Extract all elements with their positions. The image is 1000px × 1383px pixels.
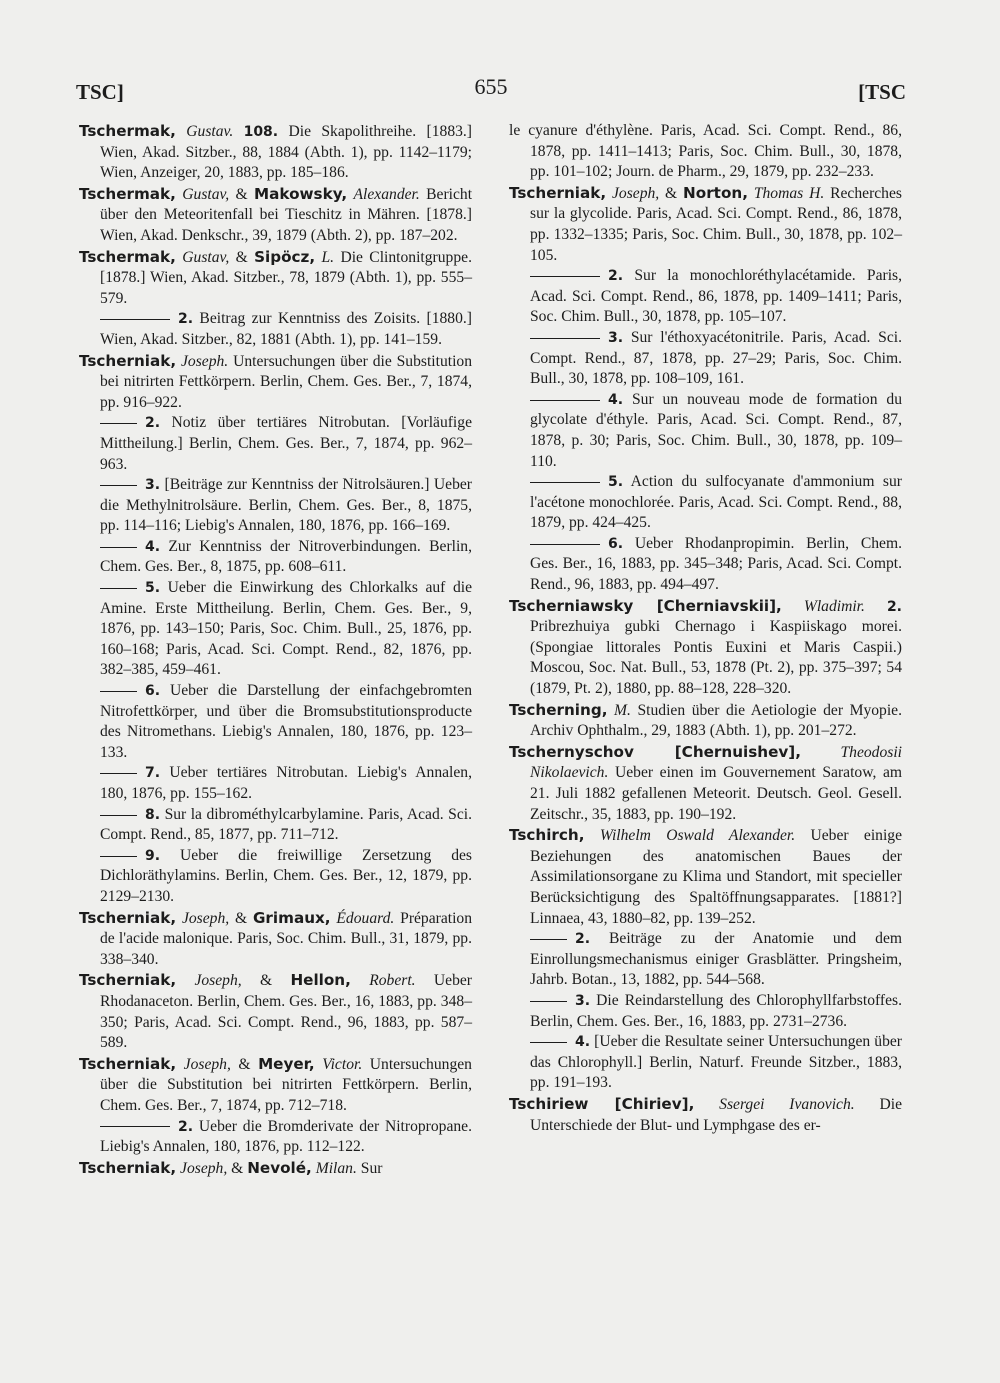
author-name: Tschermak, xyxy=(79,184,176,203)
coauthor-name: Nevolé, xyxy=(247,1158,312,1177)
entry-text: [Ueber die Resultate seiner Untersuchungen über das Chlorophyll.] Berlin, Naturf. Freunde Sitzber., 1883, pp. 191–193. xyxy=(530,1033,902,1092)
right-column xyxy=(509,121,902,1136)
coauthor-connector: & xyxy=(259,972,273,990)
author-name: Tscherning, xyxy=(509,700,608,719)
ditto-dash xyxy=(530,338,600,339)
author-given-name: Wilhelm Oswald Alexander. xyxy=(599,827,796,845)
coauthor-name: Sipöcz, xyxy=(254,247,316,266)
sub-entry xyxy=(509,929,902,991)
ditto-dash xyxy=(100,485,137,486)
entry-text: Ueber einige Beziehungen des anatomischen Baues der Assimilationsorgane zu Klima und Standort, mit specieller Berücksichtigung des Spaltöffnungsapparates. [1881?] Linnaea, 43, 1880–82, pp. 139–252. xyxy=(530,827,903,927)
sub-entry xyxy=(79,413,472,475)
left-column xyxy=(79,121,472,1179)
coauthor-name: Meyer, xyxy=(258,1054,315,1073)
entry-text: Sur un nouveau mode de formation du glycolate d'éthyle. Paris, Acad. Sci. Compt. Rend., 87, 1878, p. 30; Paris, Soc. Chim. Bull., 30, 1878, pp. 109–110. xyxy=(530,390,902,470)
author-entry xyxy=(509,183,902,266)
coauthor-connector: & xyxy=(231,1159,244,1177)
author-entry xyxy=(509,700,902,742)
entry-number: 9. xyxy=(145,847,161,864)
entry-text: Die Unterschiede der Blut- und Lymphgase des er- xyxy=(530,1095,902,1134)
ditto-dash xyxy=(530,1001,567,1002)
coauthor-given-name: L. xyxy=(321,248,335,266)
entry-number: 8. xyxy=(145,806,161,823)
sub-entry xyxy=(509,991,902,1032)
author-name: Tschermak, xyxy=(79,122,176,140)
entry-text: Bericht über den Meteoritenfall bei Tieschitz in Mähren. [1878.] Wien, Akad. Denkschr., 39, 1879 (Abth. 2), pp. 187–202. xyxy=(100,185,473,244)
ditto-dash xyxy=(100,547,137,548)
entry-text: Pribrezhuiya gubki Chernago i Kaspiiskago morei. (Spongiae littorales Pontis Euxini et Maris Caspii.) Moscou, Soc. Nat. Bull., 53, 1878 (Pt. 2), pp. 375–397; 54 (1879, Pt. 2), 1880, pp. 88–128, 228–320. xyxy=(530,618,902,698)
entry-text: Beitrag zur Kenntniss des Zoisits. [1880.] Wien, Akad. Sitzber., 82, 1881 (Abth. 1), pp. 141–159. xyxy=(100,310,472,348)
page-number: 655 xyxy=(474,74,508,99)
entry-text: [Beiträge zur Kenntniss der Nitrolsäuren.] Ueber die Methylnitrolsäure. Berlin, Chem. Ges. Ber., 8, 1875, pp. 114–116; Liebig's Annalen, 180, 1876, pp. 166–169. xyxy=(100,476,472,535)
sub-entry xyxy=(509,1032,902,1094)
ditto-dash xyxy=(530,544,600,545)
author-entry xyxy=(509,825,902,929)
ditto-dash xyxy=(100,588,137,589)
ditto-dash xyxy=(530,1042,567,1043)
entry-text: Notiz über tertiäres Nitrobutan. [Vorläufige Mittheilung.] Berlin, Chem. Ges. Ber., 7, 1874, pp. 962–963. xyxy=(100,414,472,473)
author-name: Tscherniak, xyxy=(509,183,607,202)
entry-number: 2. xyxy=(145,415,161,432)
entry-text: Action du sulfocyanate d'ammonium sur l'acétone monochlorée. Paris, Acad. Sci. Compt. Rend., 88, 1879, pp. 424–425. xyxy=(530,473,902,532)
author-given-name: M. xyxy=(614,701,631,719)
coauthor-given-name: Édouard. xyxy=(336,909,395,927)
author-given-name: Joseph, xyxy=(181,909,230,927)
entry-number: 7. xyxy=(145,765,161,782)
coauthor-name: Hellon, xyxy=(290,971,351,990)
entry-text: Die Clintonitgruppe. [1878.] Wien, Akad. Sitzber., 78, 1879 (Abth. 1), pp. 555–579. xyxy=(100,248,472,307)
sub-entry xyxy=(79,537,472,578)
sub-entry xyxy=(79,309,472,350)
author-name: Tscherniak, xyxy=(79,351,177,370)
entry-number: 2. xyxy=(178,311,194,328)
entry-number: 6. xyxy=(145,683,161,700)
header-right: [TSC xyxy=(858,80,906,104)
author-entry xyxy=(509,596,902,700)
author-given-name: Gustav, xyxy=(182,248,230,266)
entry-text: Sur la monochloréthylacétamide. Paris, Acad. Sci. Compt. Rend., 86, 1878, pp. 1409–1411; Paris, Soc. Chim. Bull., 30, 1878, pp. 105–107. xyxy=(530,267,902,326)
sub-entry xyxy=(79,805,472,846)
coauthor-connector: & xyxy=(238,1055,251,1073)
coauthor-connector: & xyxy=(235,185,248,203)
ditto-dash xyxy=(100,423,137,424)
coauthor-given-name: Alexander. xyxy=(353,185,420,203)
running-header xyxy=(76,74,906,106)
continued-entry xyxy=(509,121,902,183)
coauthor-given-name: Victor. xyxy=(322,1055,363,1073)
entry-text: Die Skapolithreihe. [1883.] Wien, Akad. Sitzber., 88, 1884 (Abth. 1), pp. 1142–1179; Wien, Anzeiger, 20, 1883, pp. 185–186. xyxy=(100,123,473,182)
entry-text: Ueber einen im Gouvernement Saratow, am 21. Juli 1882 gefallenen Meteorit. Deutsch. Geol. Gesell. Zeitschr., 35, 1883, pp. 190–192. xyxy=(530,764,903,823)
coauthor-given-name: Thomas H. xyxy=(753,184,825,202)
entry-text: Zur Kenntniss der Nitroverbindungen. Berlin, Chem. Ges. Ber., 8, 1875, pp. 608–611. xyxy=(100,537,472,576)
header-left: TSC] xyxy=(76,80,124,104)
entry-number: 4. xyxy=(145,538,161,555)
coauthor-name: Grimaux, xyxy=(252,908,331,927)
ditto-dash xyxy=(530,276,600,277)
sub-entry xyxy=(79,763,472,804)
entry-text: Ueber die Darstellung der einfachgebromten Nitrofettkörper, und über die Bromsubstitutionsproducte des Nitromethans. Liebig's Annalen, 180, 1876, pp. 123–133. xyxy=(100,682,472,761)
author-entry xyxy=(79,970,472,1053)
author-given-name: Gustav, xyxy=(182,185,230,203)
ditto-dash xyxy=(100,691,137,692)
entry-number: 3. xyxy=(575,992,591,1009)
entry-number: 6. xyxy=(608,535,624,552)
entry-number: 2. xyxy=(575,931,591,948)
author-entry xyxy=(79,351,472,414)
entry-number: 2. xyxy=(886,598,902,615)
author-entry xyxy=(79,184,472,247)
sub-entry xyxy=(509,266,902,328)
ditto-dash xyxy=(100,815,137,816)
author-entry xyxy=(79,121,472,184)
author-entry xyxy=(79,247,472,310)
entry-text: Die Reindarstellung des Chlorophyllfarbstoffes. Berlin, Chem. Ges. Ber., 16, 1883, pp. 2731–2736. xyxy=(530,991,902,1030)
author-name: Tscherniak, xyxy=(79,908,177,927)
author-entry xyxy=(509,1094,902,1136)
author-name: Tscherniak, xyxy=(79,1158,177,1177)
author-given-name: Theodosii Nikolaevich. xyxy=(530,743,902,782)
author-entry xyxy=(79,1158,472,1180)
author-name: Tschirch, xyxy=(509,826,585,845)
coauthor-given-name: Milan. xyxy=(315,1159,357,1177)
ditto-dash xyxy=(530,482,600,483)
author-entry xyxy=(79,908,472,971)
entry-number: 5. xyxy=(145,580,161,597)
author-entry xyxy=(79,1054,472,1117)
coauthor-connector: & xyxy=(234,909,248,927)
entry-number: 4. xyxy=(608,391,624,408)
author-entry xyxy=(509,742,902,825)
author-given-name: Ssergei Ivanovich. xyxy=(719,1095,855,1113)
entry-text: Sur xyxy=(360,1159,383,1177)
entry-text: Sur l'éthoxyacétonitrile. Paris, Acad. Sci. Compt. Rend., 87, 1878, pp. 27–29; Paris, Soc. Chim. Bull., 30, 1878, pp. 108–109, 161. xyxy=(530,328,902,388)
ditto-dash xyxy=(100,319,170,320)
entry-text: Untersuchungen über die Substitution bei nitrirten Fettkörpern. Berlin, Chem. Ges. Ber., 7, 1874, pp. 916–922. xyxy=(100,352,473,411)
entry-number: 2. xyxy=(178,1118,194,1135)
sub-entry xyxy=(509,328,902,390)
ditto-dash xyxy=(530,939,567,940)
coauthor-name: Makowsky, xyxy=(254,184,348,203)
entry-text: Ueber Rhodanpropimin. Berlin, Chem. Ges. Ber., 16, 1883, pp. 345–348; Paris, Acad. Sci. Compt. Rend., 96, 1883, pp. 494–497. xyxy=(530,534,902,594)
entry-text: Ueber die Bromderivate der Nitropropane. Liebig's Annalen, 180, 1876, pp. 112–122. xyxy=(100,1117,472,1156)
coauthor-connector: & xyxy=(665,184,678,202)
entry-text: Ueber Rhodanaceton. Berlin, Chem. Ges. Ber., 16, 1883, pp. 348–350; Paris, Acad. Sci. Compt. Rend., 96, 1883, pp. 587–589. xyxy=(100,972,472,1052)
author-name: Tschernyschov [Chernuishev], xyxy=(509,742,802,761)
entry-text: Sur la dibrométhylcarbylamine. Paris, Acad. Sci. Compt. Rend., 85, 1877, pp. 711–712. xyxy=(100,805,472,844)
sub-entry xyxy=(79,681,472,763)
author-name: Tschermak, xyxy=(79,247,176,266)
coauthor-name: Norton, xyxy=(683,183,748,202)
entry-text: Beiträge zu der Anatomie und dem Einrollungsmechanismus einiger Grasblätter. Pringsheim, Jahrb. Botan., 13, 1882, pp. 544–568. xyxy=(530,930,902,989)
author-name: Tscherniak, xyxy=(79,971,177,990)
sub-entry xyxy=(509,534,902,596)
ditto-dash xyxy=(100,773,137,774)
sub-entry xyxy=(509,390,902,472)
sub-entry xyxy=(79,846,472,908)
author-given-name: Joseph, xyxy=(180,1159,228,1177)
entry-number: 5. xyxy=(608,474,624,491)
entry-number: 4. xyxy=(575,1034,591,1051)
author-name: Tscherniawsky [Cherniavskii], xyxy=(509,596,782,615)
sub-entry xyxy=(509,472,902,534)
entry-text: Ueber die freiwillige Zersetzung des Dichloräthylamins. Berlin, Chem. Ges. Ber., 12, 1879, pp. 2129–2130. xyxy=(100,846,473,905)
author-given-name: Joseph, xyxy=(183,1055,231,1073)
ditto-dash xyxy=(530,400,600,401)
author-name: Tschiriew [Chiriev], xyxy=(509,1094,695,1113)
entry-text: Ueber tertiäres Nitrobutan. Liebig's Annalen, 180, 1876, pp. 155–162. xyxy=(100,764,472,802)
ditto-dash xyxy=(100,1126,170,1127)
author-given-name: Wladimir. xyxy=(803,597,865,615)
entry-number: 3. xyxy=(608,329,624,346)
entry-text: Préparation de l'acide malonique. Paris, Soc. Chim. Bull., 31, 1879, pp. 338–340. xyxy=(100,909,473,968)
entry-text: Recherches sur la glycolide. Paris, Acad. Sci. Compt. Rend., 86, 1878, pp. 1332–1335; Paris, Soc. Chim. Bull., 30, 1878, pp. 102–105. xyxy=(530,184,902,264)
coauthor-given-name: Robert. xyxy=(369,972,416,990)
sub-entry xyxy=(79,1117,472,1158)
author-given-name: Joseph. xyxy=(181,352,229,370)
coauthor-connector: & xyxy=(235,248,248,266)
sub-entry xyxy=(79,475,472,537)
author-given-name: Gustav. xyxy=(186,123,234,140)
sub-entry xyxy=(79,578,472,681)
entry-text: Untersuchungen über die Substitution bei nitrirten Fettkörpern. Berlin, Chem. Ges. Ber., 7, 1874, pp. 712–718. xyxy=(100,1055,472,1114)
entry-number: 3. xyxy=(145,477,161,494)
author-given-name: Joseph, xyxy=(611,184,660,202)
entry-text: le cyanure d'éthylène. Paris, Acad. Sci. Compt. Rend., 86, 1878, pp. 1411–1413; Paris, Soc. Chim. Bull., 30, 1878, pp. 101–102; Journ. de Pharm., 29, 1879, pp. 232–233. xyxy=(509,122,902,181)
author-given-name: Joseph, xyxy=(194,972,242,990)
author-name: Tscherniak, xyxy=(79,1054,177,1073)
ditto-dash xyxy=(100,856,137,857)
entry-number: 108. xyxy=(243,124,279,140)
entry-text: Ueber die Einwirkung des Chlorkalks auf die Amine. Erste Mittheilung. Berlin, Chem. Ges. Ber., 9, 1876, pp. 143–150; Paris, Soc. Chim. Bull., 25, 1876, pp. 160–168; Paris, Acad. Sci. Compt. Rend., 82, 1876, pp. 382–385, 459–461. xyxy=(100,579,472,679)
entry-number: 2. xyxy=(608,268,624,285)
entry-text: Studien über die Aetiologie der Myopie. Archiv Ophthalm., 29, 1883 (Abth. 1), pp. 201–272. xyxy=(530,701,902,740)
